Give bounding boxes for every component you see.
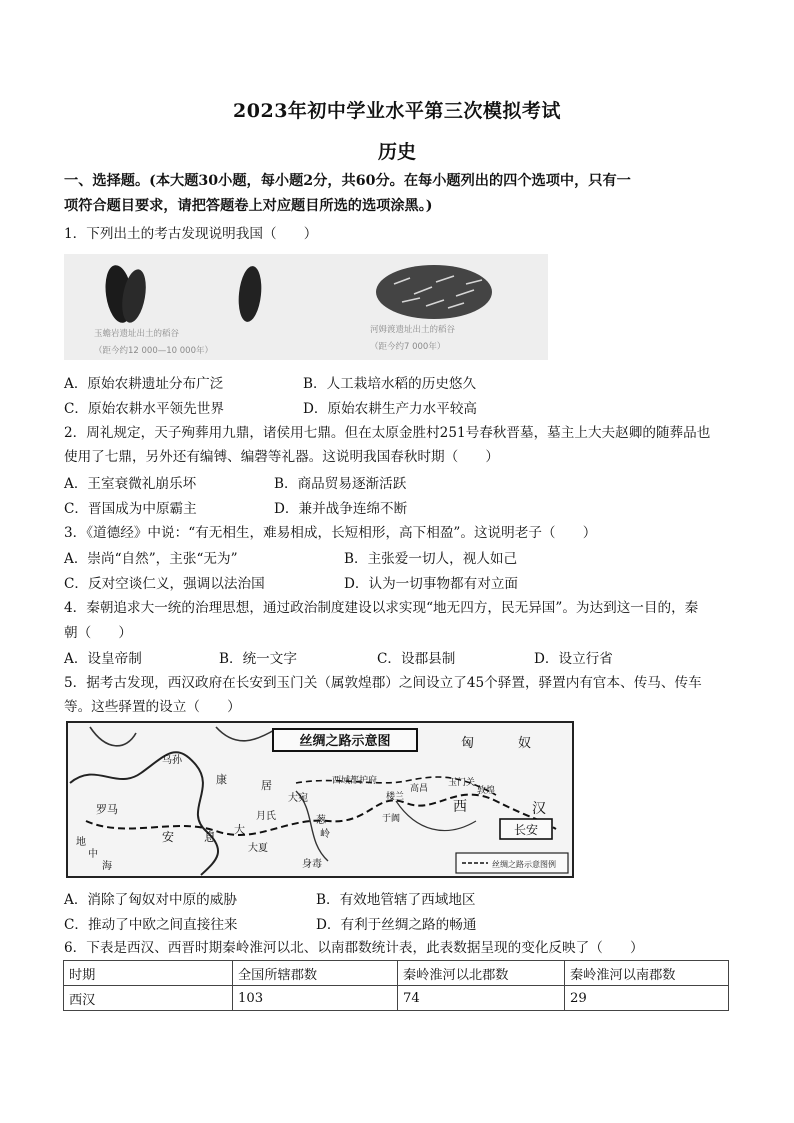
table-header-cell: 时期	[64, 961, 233, 986]
map-label-loulan: 楼兰	[386, 792, 405, 802]
map-label-di: 地	[76, 837, 86, 848]
table-header-row	[64, 961, 729, 986]
map-label-yuezhi: 月氏	[256, 811, 276, 822]
map-legend: 丝绸之路示意图例	[492, 860, 556, 869]
map-label-daxia: 大夏	[248, 843, 268, 854]
map-label-xiong: 匈	[461, 736, 475, 751]
q2-option-c[interactable]: C．晋国成为中原霸主	[64, 501, 197, 517]
caption-right-line2: （距今约7 000年）	[370, 342, 446, 352]
question-5-options-row2	[64, 913, 732, 937]
question-5-line2: 等。这些驿置的设立（ ）	[64, 699, 241, 715]
table-row	[64, 986, 729, 1011]
q4-option-d[interactable]: D．设立行省	[534, 651, 613, 667]
question-6-line1: 6．下表是西汉、西晋时期秦岭淮河以北、以南郡数统计表，此表数据呈现的变化反映了（ ）	[64, 940, 644, 956]
q2-option-a[interactable]: A．王室衰微礼崩乐坏	[64, 476, 197, 492]
question-1-options-row2	[64, 397, 732, 421]
caption-left-line1: 玉蟾岩遗址出土的稻谷	[94, 329, 180, 339]
map-label-gaochang: 高昌	[410, 784, 429, 794]
question-3-options-row2	[64, 572, 732, 596]
map-label-xi2: 息	[204, 830, 217, 844]
q1-option-b[interactable]: B．人工栽培水稻的历史悠久	[303, 376, 477, 392]
map-label-dunhuang: 敦煌	[477, 786, 496, 796]
q3-option-c[interactable]: C．反对空谈仁义，强调以法治国	[64, 576, 265, 592]
q1-option-d[interactable]: D．原始农耕生产力水平较高	[303, 401, 478, 417]
map-label-nu: 奴	[518, 736, 532, 751]
question-2-line2: 使用了七鼎，另外还有编镈、编磬等礼器。这说明我国春秋时期（ ）	[64, 449, 499, 465]
q2-option-b[interactable]: B．商品贸易逐渐活跃	[274, 476, 407, 492]
q5-option-a[interactable]: A．消除了匈奴对中原的威胁	[64, 892, 237, 908]
question-3-options-row1	[64, 547, 732, 571]
question-2-options-row1	[64, 472, 732, 496]
exam-title: 2023年初中学业水平第三次模拟考试	[233, 100, 561, 122]
table-header-cell: 秦岭淮河以南郡数	[565, 961, 729, 986]
q1-option-c[interactable]: C．原始农耕水平领先世界	[64, 401, 224, 417]
caption-left-line2: （距今约12 000—10 000年）	[94, 346, 213, 356]
map-label-luoma: 罗马	[96, 803, 118, 816]
question-1-stem: 1．下列出土的考古发现说明我国（ ）	[64, 226, 318, 242]
map-label-xi: 西	[453, 799, 467, 815]
q4-option-a[interactable]: A．设皇帝制	[64, 651, 142, 667]
map-label-han: 汉	[532, 801, 546, 817]
map-label-kang: 康	[216, 773, 227, 786]
subject-title: 历史	[377, 141, 416, 163]
question-4-line2: 朝（ ）	[64, 625, 132, 641]
section-instructions-line1: 一、选择题。(本大题30小题，每小题2分，共60分。在每小题列出的四个选项中，只有一	[64, 173, 631, 189]
map-label-ling: 岭	[320, 829, 330, 840]
map-label-zhong: 中	[88, 849, 98, 860]
q3-option-d[interactable]: D．认为一切事物都有对立面	[344, 576, 519, 592]
district-count-table	[63, 960, 729, 1011]
table-cell: 西汉	[64, 986, 233, 1011]
q5-option-b[interactable]: B．有效地管辖了西域地区	[316, 892, 476, 908]
map-label-dawan: 大宛	[288, 793, 308, 804]
map-label-da: 大	[234, 823, 245, 836]
section-instructions-line2: 项符合题目要求，请把答题卷上对应题目所选的选项涂黑。)	[64, 198, 433, 214]
rice-grain-image	[64, 254, 548, 360]
table-cell: 74	[398, 986, 565, 1011]
map-label-duhufu: 西域都护府	[332, 776, 378, 786]
silk-road-map-image	[66, 721, 574, 878]
map-label-hai: 海	[102, 861, 112, 872]
map-label-cong: 葱	[316, 815, 326, 826]
caption-right-line1: 河姆渡遗址出土的稻谷	[370, 325, 456, 335]
table-header-cell: 秦岭淮河以北郡数	[398, 961, 565, 986]
table-header-cell: 全国所辖郡数	[233, 961, 398, 986]
question-3-line1: 3．《道德经》中说：“有无相生，难易相成，长短相形，高下相盈”。这说明老子（ ）	[64, 525, 597, 541]
question-1-options-row1	[64, 372, 732, 396]
map-label-wusun: 乌孙	[162, 755, 182, 766]
question-2-line1: 2．周礼规定，天子殉葬用九鼎，诸侯用七鼎。但在太原金胜村251号春秋晋墓，墓主上大夫赵卿的随葬品也	[64, 425, 711, 441]
map-label-yumenguan: 玉门关	[448, 778, 476, 788]
map-label-changan: 长安	[513, 823, 539, 837]
q3-option-a[interactable]: A．崇尚“自然”，主张“无为”	[64, 551, 238, 567]
q2-option-d[interactable]: D．兼并战争连绵不断	[274, 501, 408, 517]
q3-option-b[interactable]: B．主张爱一切人，视人如己	[344, 551, 518, 567]
q1-option-a[interactable]: A．原始农耕遗址分布广泛	[64, 376, 224, 392]
rice-grain-figure	[64, 254, 548, 360]
table-cell: 103	[233, 986, 398, 1011]
q4-option-b[interactable]: B．统一文字	[219, 651, 297, 667]
map-label-shendu: 身毒	[302, 859, 322, 870]
map-title: 丝绸之路示意图	[299, 734, 391, 749]
question-4-options	[64, 647, 732, 671]
question-5-options-row1	[64, 888, 732, 912]
question-2-options-row2	[64, 497, 732, 521]
table-cell: 29	[565, 986, 729, 1011]
map-label-yutian: 于阗	[382, 814, 401, 824]
map-label-ju: 居	[261, 779, 272, 792]
silk-road-map	[66, 721, 574, 878]
question-5-line1: 5．据考古发现，西汉政府在长安到玉门关（属敦煌郡）之间设立了45个驿置，驿置内有官本、传马、传车	[64, 675, 702, 691]
map-label-an: 安	[162, 830, 175, 844]
question-4-line1: 4．秦朝追求大一统的治理思想，通过政治制度建设以求实现“地无四方，民无异国”。为达到这一目的，秦	[64, 600, 699, 616]
q5-option-c[interactable]: C．推动了中欧之间直接往来	[64, 917, 238, 933]
q4-option-c[interactable]: C．设郡县制	[377, 651, 456, 667]
q5-option-d[interactable]: D．有利于丝绸之路的畅通	[316, 917, 477, 933]
